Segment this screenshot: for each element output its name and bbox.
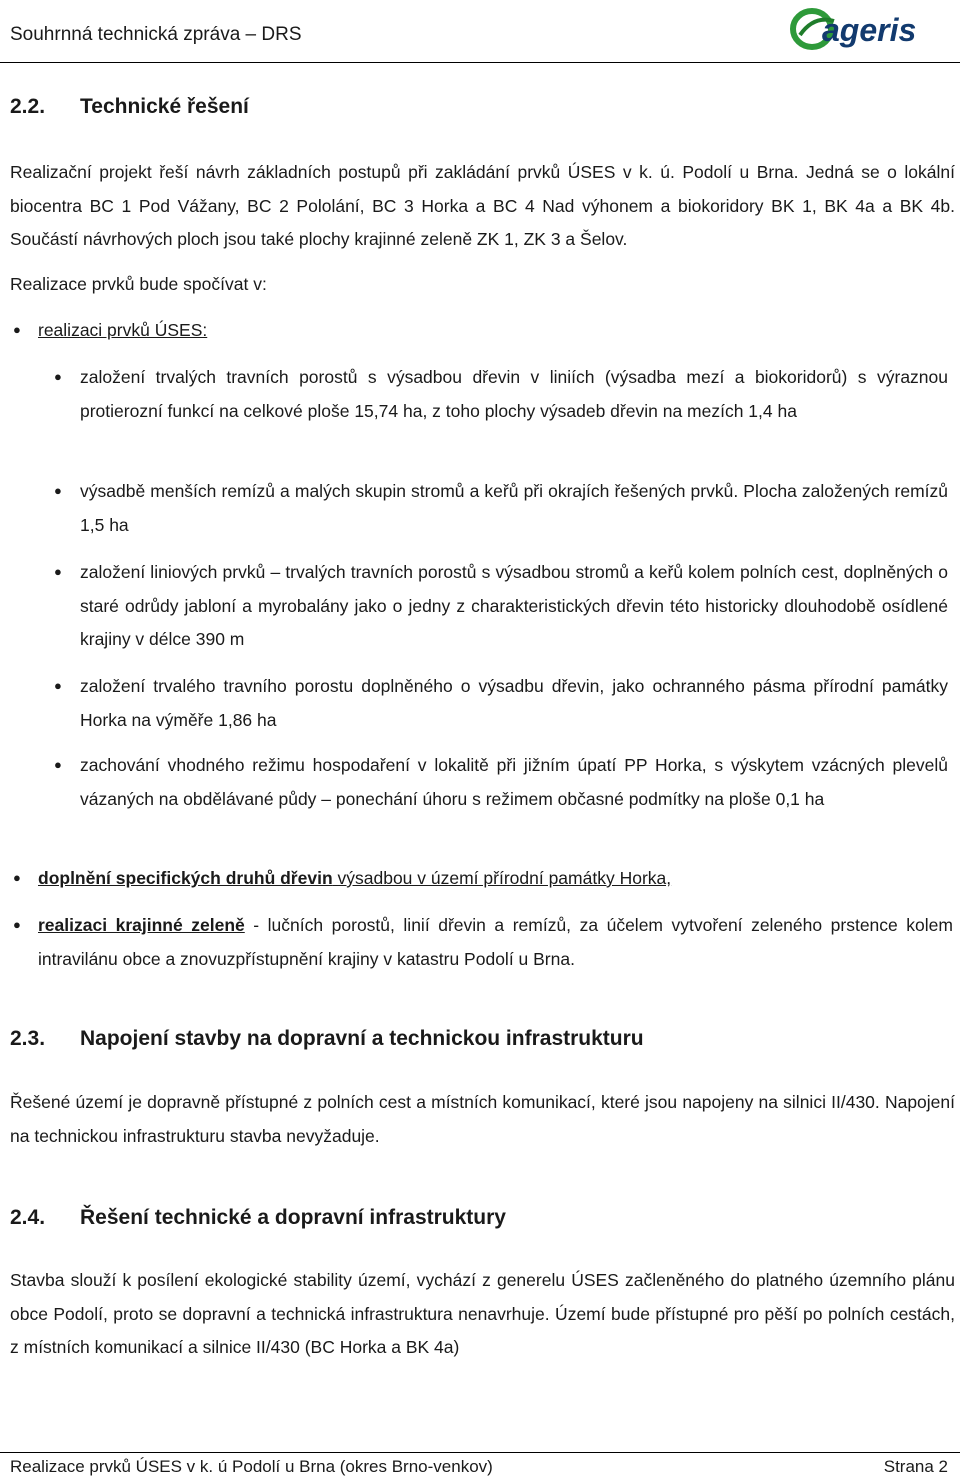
paragraph-reseni: Stavba slouží k posílení ekologické stability území, vychází z generelu ÚSES začleněného do platného územního plánu obce Podolí, proto se dopravní a technická infrastruktura nenavrhuje. Území bude přístupné pro pěší po polních cestách, z místních komunikací a silnice II/430 (BC Horka a BK 4a): [10, 1270, 955, 1357]
bullet-icon: ●: [13, 322, 21, 337]
section-heading-2-2: [10, 95, 249, 119]
sub-bullet-4: založení trvalého travního porostu doplněného o výsadbu dřevin, jako ochranného pásma přírodní památky Horka na výměře 1,86 ha: [80, 676, 948, 730]
page-header: [0, 0, 960, 63]
section-heading-2-4: [10, 1206, 506, 1230]
section-title: Technické řešení: [80, 95, 249, 118]
bullet-label: realizaci prvků ÚSES:: [38, 320, 208, 340]
section-title: Řešení technické a dopravní infrastruktury: [80, 1206, 506, 1229]
paragraph-realizace: Realizace prvků bude spočívat v:: [10, 274, 267, 294]
section-number: 2.2.: [10, 95, 46, 118]
bullet-icon: ●: [13, 870, 21, 885]
sub-bullet-1: založení trvalých travních porostů s výsadbou dřevin v liniích (výsadba mezí a biokoridorů) s výraznou protierozní funkcí na celkové ploše 15,74 ha, z toho plochy výsadeb dřevin na mezích 1,4 ha: [80, 367, 948, 421]
sub-bullet-2: výsadbě menších remízů a malých skupin stromů a keřů při okrajích řešených prvků. Plocha založených remízů 1,5 ha: [80, 481, 948, 535]
footer-text: Realizace prvků ÚSES v k. ú Podolí u Brna (okres Brno-venkov): [10, 1457, 493, 1476]
bullet-icon: ●: [13, 917, 21, 932]
bullet-icon: ●: [54, 678, 62, 693]
bullet-icon: ●: [54, 369, 62, 384]
bullet-text: - lučních porostů, linií dřevin a remízů, za účelem vytvoření zeleného prstence kolem intravilánu obce a znovuzpřístupnění krajiny v katastru Podolí u Brna.: [38, 915, 953, 969]
bullet-realizaci-prvku: [38, 314, 938, 348]
section-title: Napojení stavby na dopravní a technickou infrastrukturu: [80, 1027, 644, 1050]
bullet-label: realizaci krajinné zeleně: [38, 915, 245, 935]
bullet-icon: ●: [54, 757, 62, 772]
logo-text: ageris: [822, 12, 917, 48]
section-number: 2.3.: [10, 1027, 46, 1050]
bullet-icon: ●: [54, 564, 62, 579]
section-heading-2-3: [10, 1027, 644, 1051]
bullet-krajinne-zelene: [38, 909, 953, 976]
bullet-icon: ●: [54, 483, 62, 498]
bullet-text: výsadbou v území přírodní památky Horka,: [332, 868, 672, 888]
page-footer: [0, 1452, 960, 1476]
bullet-label: doplnění specifických druhů dřevin: [38, 868, 333, 888]
paragraph-napojeni: Řešené území je dopravně přístupné z polních cest a místních komunikací, které jsou napojeny na silnici II/430. Napojení na technickou infrastrukturu stavba nevyžaduje.: [10, 1092, 955, 1146]
section-number: 2.4.: [10, 1206, 46, 1229]
document-title: Souhrnná technická zpráva – DRS: [10, 24, 302, 45]
page-number: Strana 2: [883, 1457, 948, 1476]
ageris-logo: [790, 5, 952, 53]
sub-bullet-3: založení liniových prvků – trvalých travních porostů s výsadbou stromů a keřů kolem polních cest, doplněných o staré odrůdy jabloní a myrobalány jako o jedny z charakteristických dřevin této historicky dlouhodobě osídlené krajiny v délce 390 m: [80, 562, 948, 649]
bullet-doplneni: [38, 862, 948, 896]
sub-bullet-5: zachování vhodného režimu hospodaření v lokalitě při jižním úpatí PP Horka, s výskytem vzácných plevelů vázaných na obdělávané půdy – ponechání úhoru s režimem občasné podmítky na ploše 0,1 ha: [80, 755, 948, 809]
paragraph-intro: Realizační projekt řeší návrh základních postupů při zakládání prvků ÚSES v k. ú. Podolí u Brna. Jedná se o lokální biocentra BC 1 Pod Vážany, BC 2 Pololání, BC 3 Horka a BC 4 Nad výhonem a biokoridory BK 1, BK 4a a BK 4b. Součástí návrhových ploch jsou také plochy krajinné zeleně ZK 1, ZK 3 a Šelov.: [10, 162, 955, 249]
